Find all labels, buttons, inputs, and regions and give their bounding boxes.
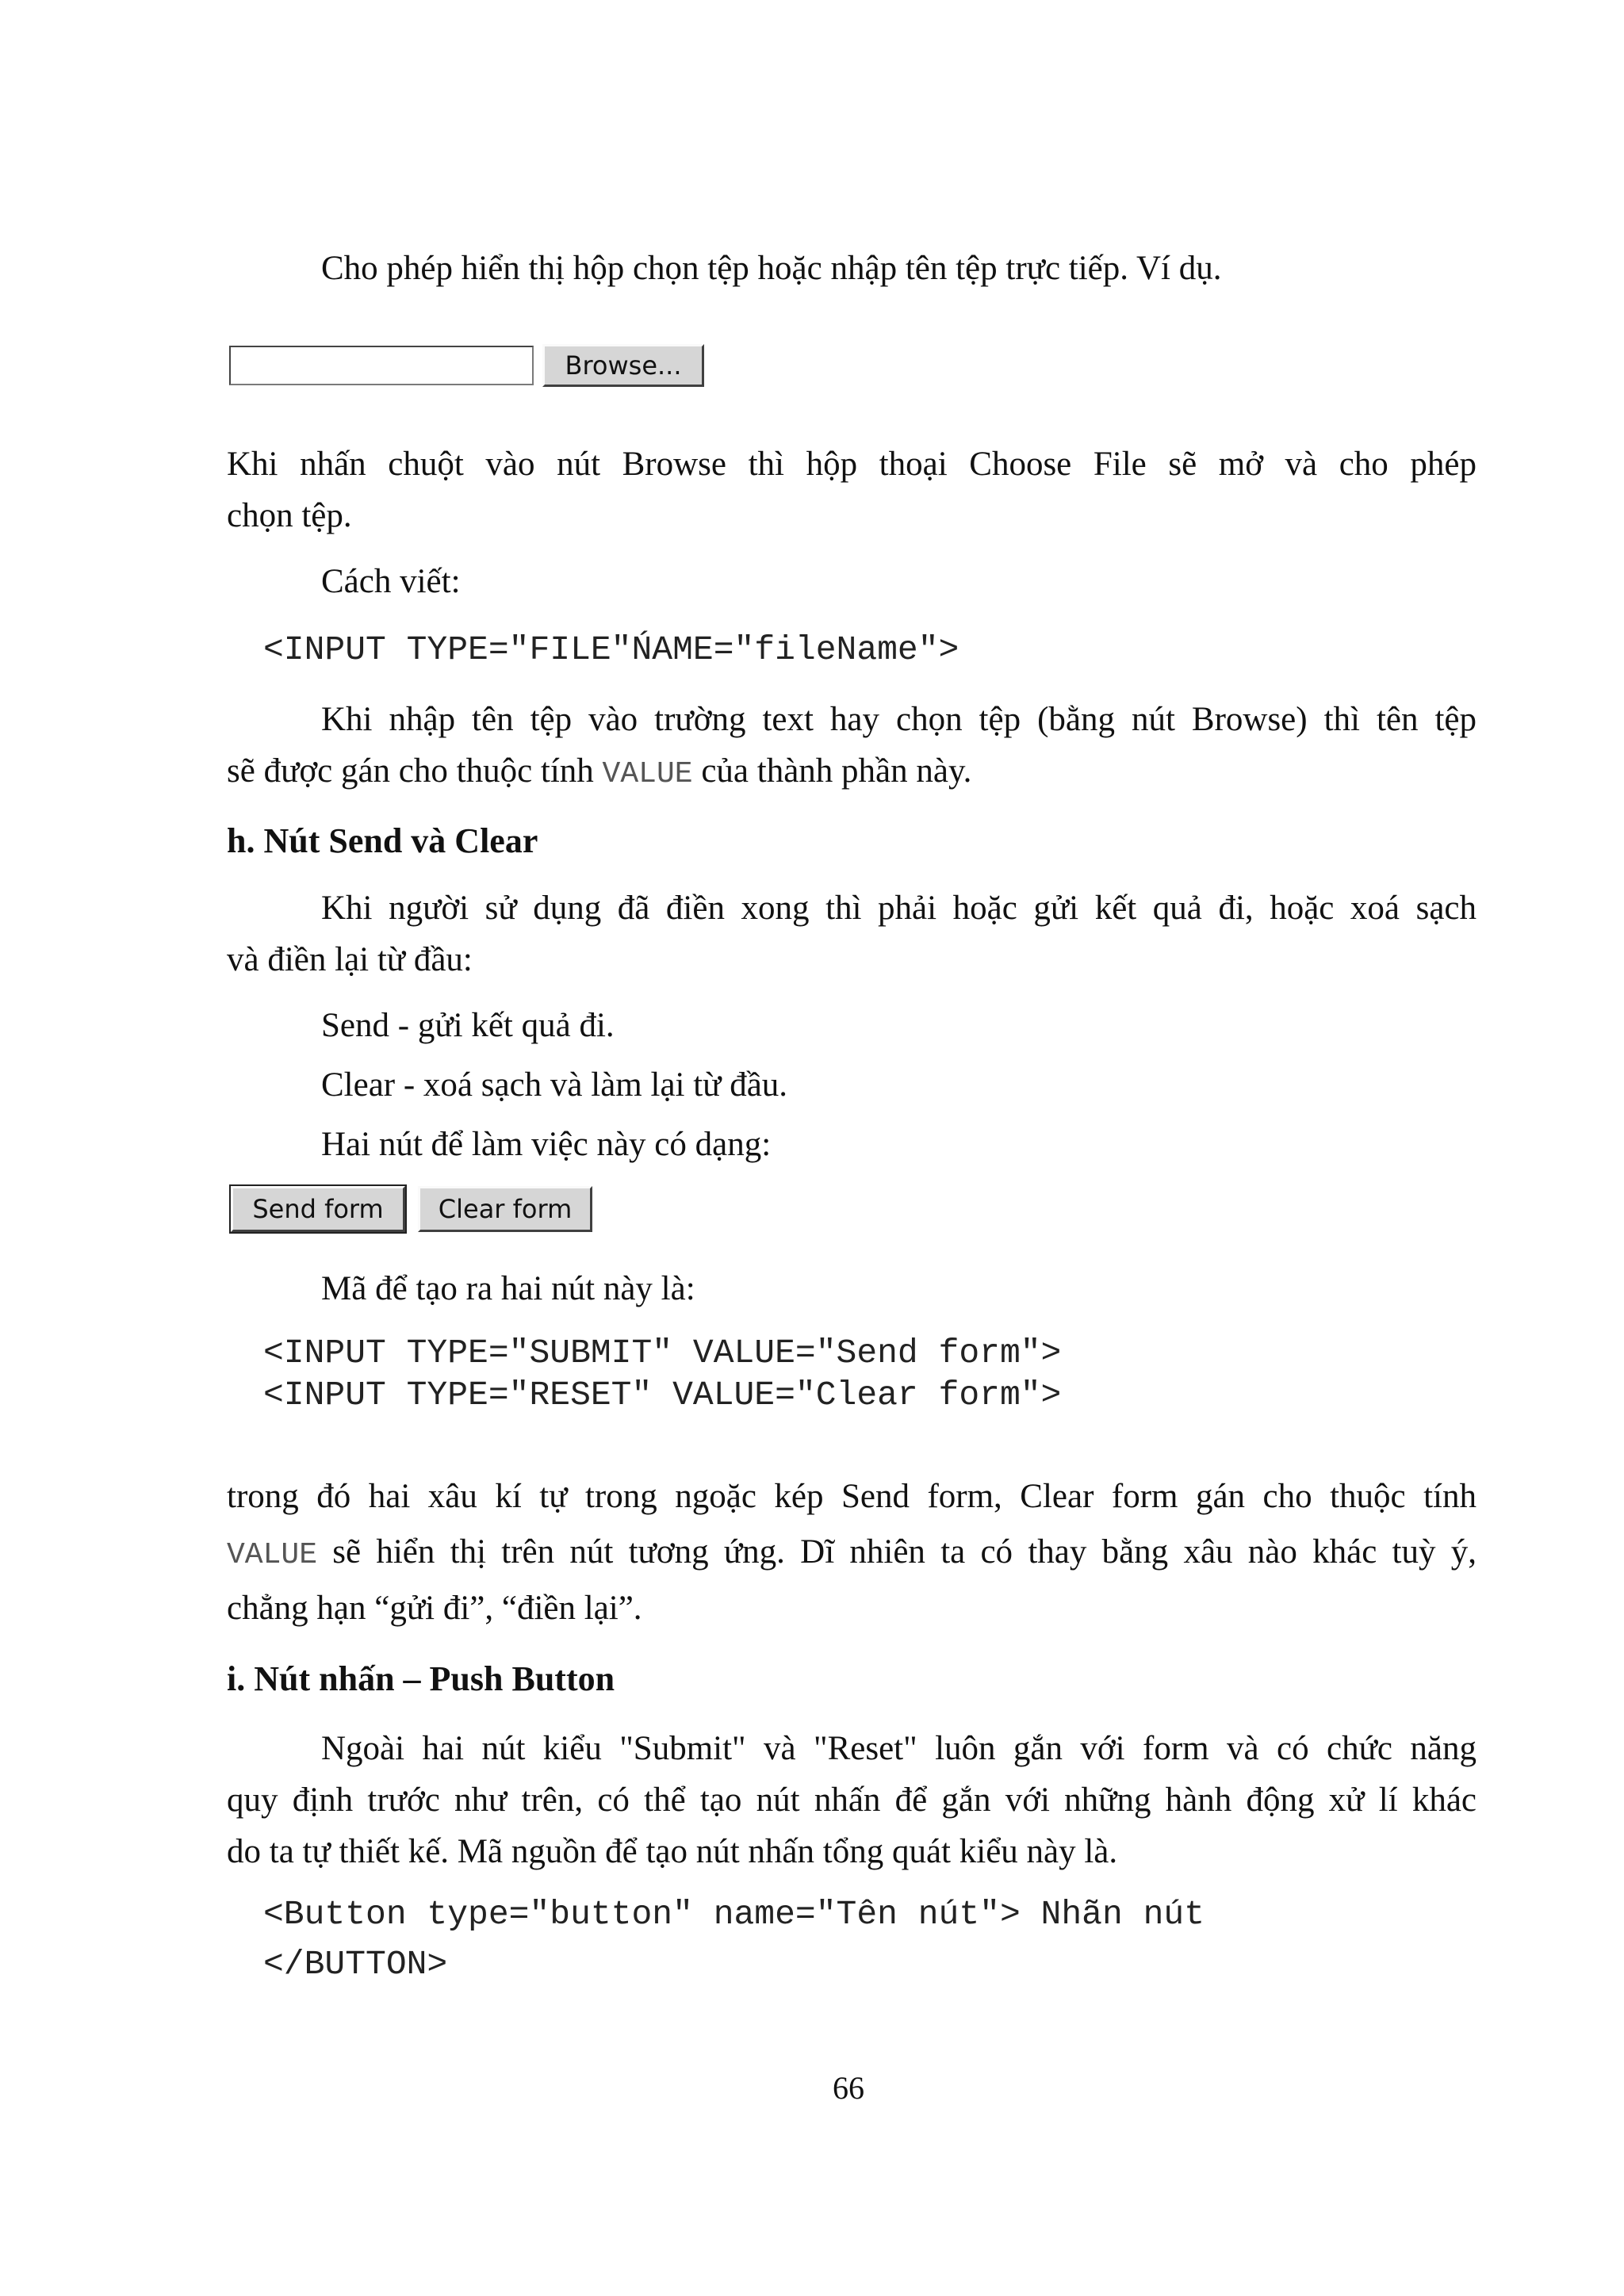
section-heading-send-clear: h. Nút Send và Clear	[227, 821, 538, 860]
text-segment: sẽ được gán cho thuộc tính	[227, 752, 603, 790]
text-segment: của thành phần này.	[692, 752, 972, 790]
paragraph-browse-line2: chọn tệp.	[227, 497, 352, 534]
clear-form-button[interactable]: Clear form	[418, 1186, 592, 1232]
paragraph-explain-line1: trong đó hai xâu kí tự trong ngoặc kép Send form, Clear form gán cho thuộc tính	[227, 1478, 1477, 1515]
paragraph-push-line2: quy định trước như trên, có thể tạo nút nhấn để gắn với những hành động xử lí khác	[227, 1781, 1477, 1819]
code-submit: <INPUT TYPE="SUBMIT" VALUE="Send form">	[263, 1334, 1062, 1372]
paragraph-syntax-label: Cách viết:	[321, 563, 461, 600]
code-reset: <INPUT TYPE="RESET" VALUE="Clear form">	[263, 1376, 1062, 1414]
paragraph-two-buttons: Hai nút để làm việc này có dạng:	[321, 1126, 772, 1163]
page-number: 66	[833, 2070, 864, 2106]
paragraph-browse-line1: Khi nhấn chuột vào nút Browse thì hộp thoại Choose File sẽ mở và cho phép	[227, 446, 1477, 483]
paragraph-value-line2	[227, 751, 971, 793]
code-button-open: <Button type="button" name="Tên nút"> Nhãn nút	[263, 1895, 1205, 1934]
paragraph-send: Send - gửi kết quả đi.	[321, 1007, 615, 1044]
paragraph-explain-line2	[227, 1532, 1477, 1574]
browse-button[interactable]: Browse...	[542, 344, 704, 387]
paragraph-value-line1: Khi nhập tên tệp vào trường text hay chọn tệp (bằng nút Browse) thì tên tệp	[321, 701, 1477, 738]
inline-code-value: VALUE	[602, 757, 693, 791]
paragraph-clear: Clear - xoá sạch và làm lại từ đầu.	[321, 1066, 788, 1104]
paragraph-code-label: Mã để tạo ra hai nút này là:	[321, 1270, 695, 1307]
paragraph-send-clear-line1: Khi người sử dụng đã điền xong thì phải hoặc gửi kết quả đi, hoặc xoá sạch	[321, 890, 1477, 927]
section-heading-push-button: i. Nút nhấn – Push Button	[227, 1659, 615, 1698]
inline-code-value: VALUE	[227, 1538, 318, 1572]
paragraph-intro: Cho phép hiển thị hộp chọn tệp hoặc nhập tên tệp trực tiếp. Ví dụ.	[321, 250, 1222, 287]
file-path-input[interactable]	[229, 346, 534, 385]
paragraph-send-clear-line2: và điền lại từ đầu:	[227, 941, 473, 978]
paragraph-explain-line3: chẳng hạn “gửi đi”, “điền lại”.	[227, 1590, 642, 1627]
paragraph-push-line1: Ngoài hai nút kiểu "Submit" và "Reset" luôn gắn với form và có chức năng	[321, 1730, 1477, 1767]
code-file-input: <INPUT TYPE="FILE"ŃAME="fileName">	[263, 630, 959, 669]
code-button-close: </BUTTON>	[263, 1945, 448, 1984]
paragraph-push-line3: do ta tự thiết kế. Mã nguồn để tạo nút nhấn tổng quát kiểu này là.	[227, 1833, 1118, 1870]
send-form-button[interactable]: Send form	[231, 1186, 405, 1232]
text-segment: sẽ hiển thị trên nút tương ứng. Dĩ nhiên ta có thay bằng xâu nào khác tuỳ ý,	[317, 1533, 1477, 1571]
